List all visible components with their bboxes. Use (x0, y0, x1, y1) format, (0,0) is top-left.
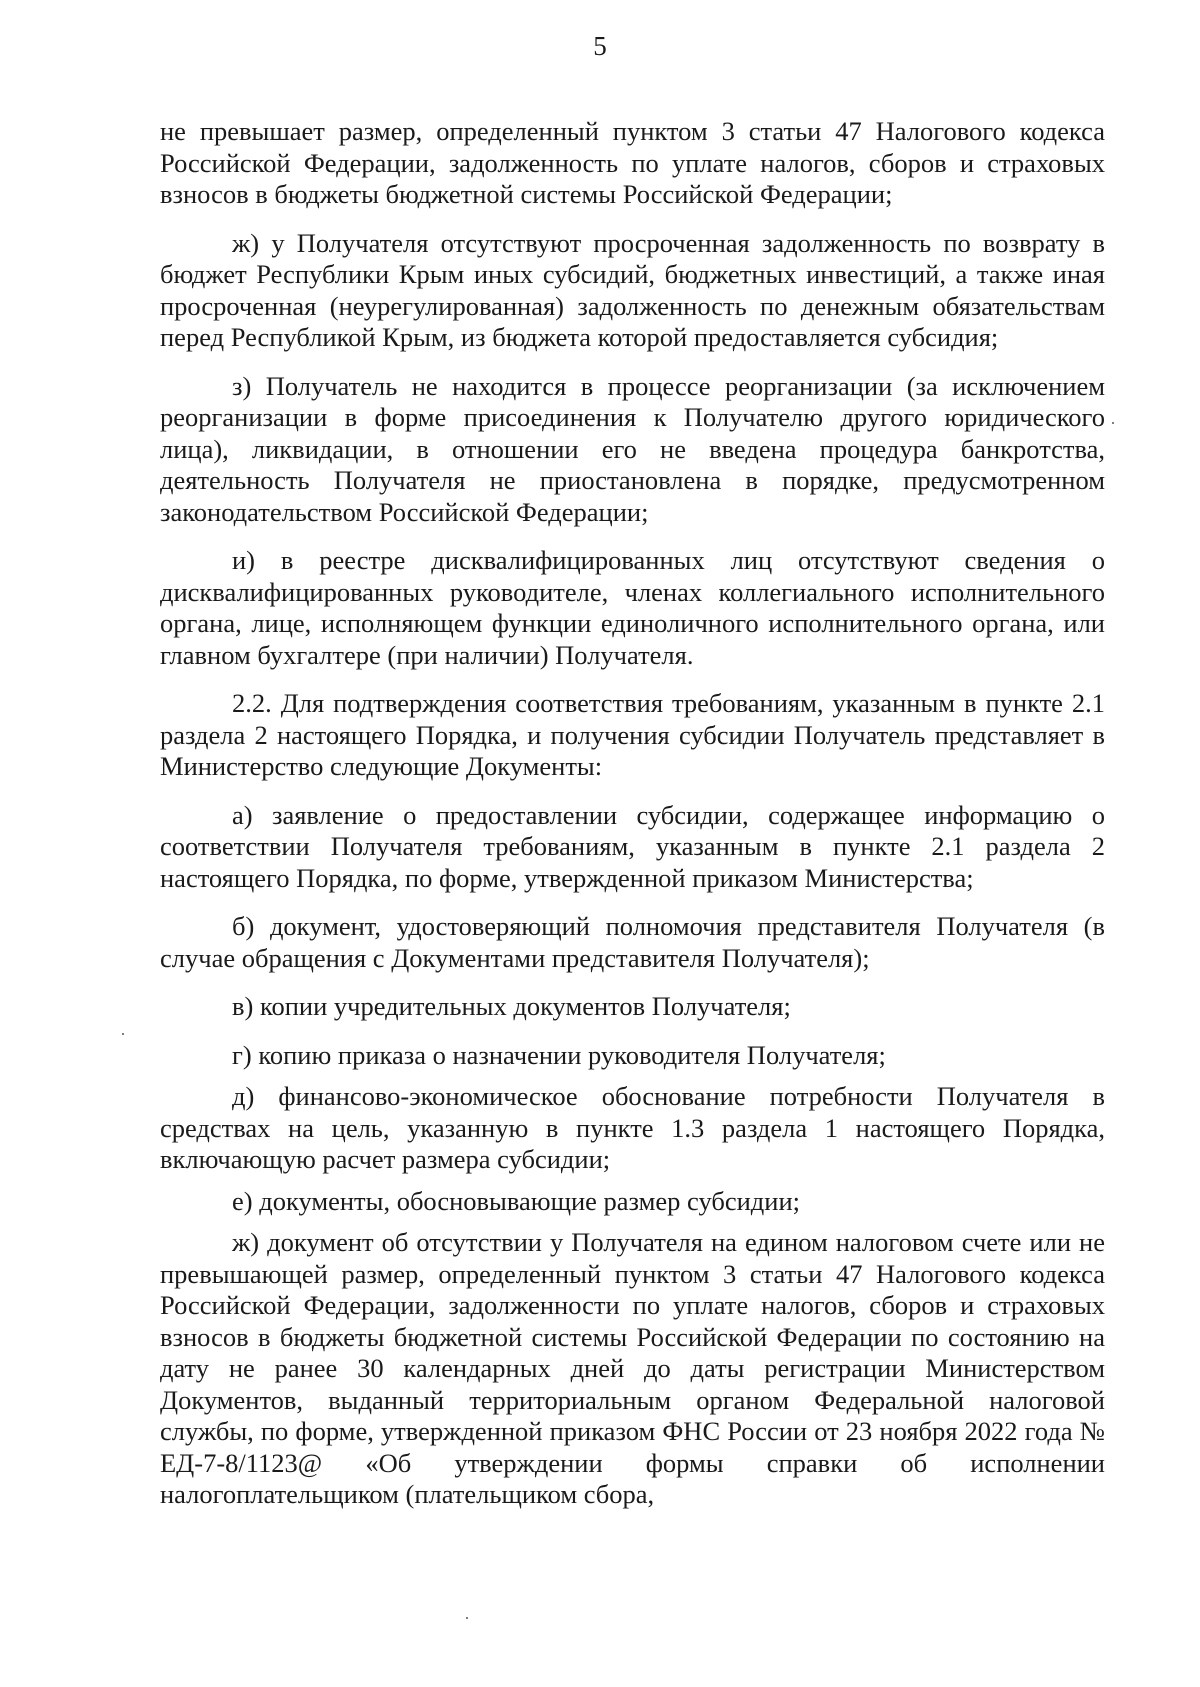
paragraph-item-d: д) финансово-экономическое обоснование потребности Получателя в средствах на цель, указанную в пункте 1.3 раздела 1 настоящего Порядка, включающую расчет размера субсидии; (160, 1081, 1105, 1174)
paragraph-item-v: в) копии учредительных документов Получателя; (232, 991, 791, 1021)
paragraph-item-zh: ж) у Получателя отсутствуют просроченная задолженность по возврату в бюджет Республики Крым иных субсидий, бюджетных инвестиций, а также иная просроченная (неурегулированная) задолженность по денежным обязательствам перед Республикой Крым, из бюджета которой предоставляется субсидия; (160, 227, 1105, 352)
scan-speck (466, 1617, 468, 1619)
paragraph-continuation: не превышает размер, определенный пунктом 3 статьи 47 Налогового кодекса Российской Федерации, задолженность по уплате налогов, сборов и страховых взносов в бюджеты бюджетной системы Российской Федерации; (160, 116, 1105, 209)
paragraph-item-i: и) в реестре дисквалифицированных лиц отсутствуют сведения о дисквалифицированных руководителе, членах коллегиального исполнительного органа, лице, исполняющем функции единоличного исполнительного органа, или главном бухгалтере (при наличии) Получателя. (160, 545, 1105, 670)
paragraph-item-e: е) документы, обосновывающие размер субсидии; (232, 1185, 801, 1216)
scan-speck (1112, 422, 1114, 424)
page-number: 5 (593, 31, 607, 61)
paragraph-item-a: а) заявление о предоставлении субсидии, содержащее информацию о соответствии Получателя требованиям, указанным в пункте 2.1 раздела 2 настоящего Порядка, по форме, утвержденной приказом Министерства; (160, 799, 1105, 893)
document-body (160, 116, 1105, 1528)
scan-speck (122, 1033, 124, 1035)
paragraph-item-z: з) Получатель не находится в процессе реорганизации (за исключением реорганизации в форме присоединения к Получателю другого юридического лица), ликвидации, в отношении его не введена процедура банкротства, деятельность Получателя не приостановлена в порядке, предусмотренном законодательством Российской Федерации; (160, 370, 1105, 527)
paragraph-item-zh-2: ж) документ об отсутствии у Получателя на едином налоговом счете или не превышающей размер, определенный пунктом 3 статьи 47 Налогового кодекса Российской Федерации, задолженности по уплате налогов, сборов и страховых взносов в бюджеты бюджетной системы Российской Федерации по состоянию на дату не ранее 30 календарных дней до даты регистрации Министерством Документов, выданный территориальным органом Федеральной налоговой службы, по форме, утвержденной приказом ФНС России от 23 ноября 2022 года № ЕД-7-8/1123@ «Об утверждении формы справки об исполнении налогоплательщиком (плательщиком сбора, (160, 1227, 1105, 1509)
paragraph-section-2-2: 2.2. Для подтверждения соответствия требованиям, указанным в пункте 2.1 раздела 2 настоящего Порядка, и получения субсидии Получатель представляет в Министерство следующие Документы: (160, 688, 1105, 781)
paragraph-item-b: б) документ, удостоверяющий полномочия представителя Получателя (в случае обращения с Документами представителя Получателя); (160, 911, 1105, 973)
paragraph-item-g: г) копию приказа о назначении руководителя Получателя; (232, 1039, 886, 1070)
